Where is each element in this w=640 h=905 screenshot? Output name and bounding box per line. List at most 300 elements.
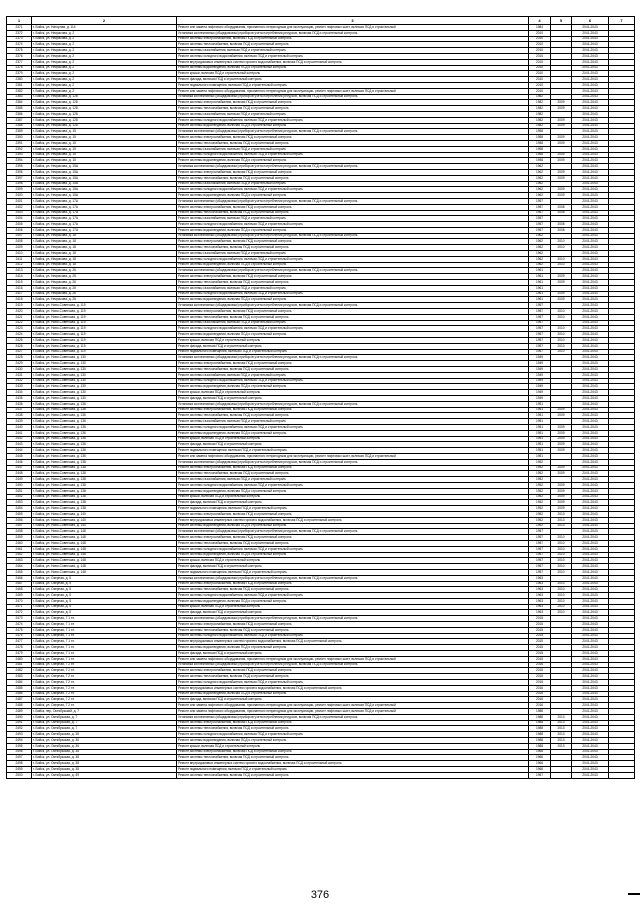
row-planned-period: 2041-2043 — [572, 633, 609, 639]
row-address: г. Бийск, ул. Некрасова, д. 2 — [32, 82, 177, 88]
row-work-type: Ремонт системы электроснабжения, включая ПСД и строительный контроль — [177, 581, 529, 587]
row-planned-period: 2041-2043 — [572, 222, 609, 228]
row-address: г. Бийск, ул. Озерная, 7 1 эт. — [32, 639, 177, 645]
row-number: 2488 — [7, 703, 32, 709]
row-work-type: Ремонт системы холодного водоснабжения, включая ПСД и строительный контроль — [177, 378, 529, 384]
row-address: г. Бийск, ул. Некрасова, д. 15А — [32, 175, 177, 181]
row-year-last-repair: 2009 — [551, 175, 572, 181]
row-year-built: 1957 — [529, 535, 551, 541]
row-work-type: Ремонт системы водоотведения, включая ПСД и строительный контроль — [177, 488, 529, 494]
row-address: г. Бийск, ул. Некрасова, д. 17А — [32, 227, 177, 233]
row-year-built: 2010 — [529, 82, 551, 88]
row-number: 2468 — [7, 587, 32, 593]
row-number: 2460 — [7, 540, 32, 546]
row-year-last-repair: 2010 — [551, 552, 572, 558]
row-address: г. Бийск, ул. Некрасова, д. 2 — [32, 65, 177, 71]
row-year-built: 1957 — [529, 529, 551, 535]
row-year-last-repair: 2010 — [551, 598, 572, 604]
row-planned-period: 2041-2043 — [572, 772, 609, 778]
row-number: 2377 — [7, 59, 32, 65]
row-planned-period: 2041-2043 — [572, 100, 609, 106]
row-number: 2375 — [7, 48, 32, 54]
row-planned-period: 2041-2043 — [572, 274, 609, 280]
row-address: г. Бийск, ул. Некрасова, д. 26 — [32, 280, 177, 286]
row-year-last-repair: 2009 — [551, 274, 572, 280]
row-number: 2391 — [7, 140, 32, 146]
row-year-built: 2010 — [529, 59, 551, 65]
table-row — [7, 772, 635, 778]
row-year-built: 1963 — [529, 604, 551, 610]
row-year-last-repair: 2010 — [551, 314, 572, 320]
row-address: г. Бийск, ул. Октябрьская, д. 38 — [32, 767, 177, 773]
row-work-type: Ремонт системы водоотведения, включая ПСД и строительный контроль — [177, 158, 529, 164]
row-work-type: Ремонт системы газоснабжения, включая ПСД и строительный контроль — [177, 216, 529, 222]
row-planned-period: 2041-2043 — [572, 158, 609, 164]
row-planned-period: 2041-2043 — [572, 482, 609, 488]
row-number: 2433 — [7, 384, 32, 390]
row-year-built: 1957 — [529, 314, 551, 320]
row-work-type: Ремонт фасада, включая ПСД и строительный контроль — [177, 396, 529, 402]
row-year-last-repair: 2009 — [551, 106, 572, 112]
row-address: г. Бийск, ул. Октябрьская, д. 38 — [32, 749, 177, 755]
row-year-last-repair: 2009 — [551, 123, 572, 129]
row-work-type: Ремонт крыши, включая ПСД и строительный контроль — [177, 390, 529, 396]
row-year-last-repair: 2009 — [551, 407, 572, 413]
row-year-built: 2016 — [529, 691, 551, 697]
row-address: г. Бийск, ул. Ново-Советская, д. 130 — [32, 372, 177, 378]
row-address: г. Бийск, ул. Ново-Советская, д. 136 — [32, 430, 177, 436]
row-number: 2469 — [7, 593, 32, 599]
row-work-type: Ремонт крыши, включая ПСД и строительный контроль — [177, 494, 529, 500]
row-number: 2463 — [7, 558, 32, 564]
row-work-type: Ремонт крыши, включая ПСД и строительный контроль — [177, 558, 529, 564]
row-number: 2387 — [7, 117, 32, 123]
row-year-last-repair: 2013 — [551, 726, 572, 732]
row-number: 2388 — [7, 123, 32, 129]
row-work-type: Ремонт системы электроснабжения, включая ПСД и строительный контроль — [177, 309, 529, 315]
row-year-last-repair: 2009 — [551, 448, 572, 454]
row-address: г. Бийск, ул. Озерная, 7 1 эт. — [32, 622, 177, 628]
row-planned-period: 2041-2043 — [572, 77, 609, 83]
row-planned-period: 2041-2043 — [572, 656, 609, 662]
register-sheet — [6, 16, 634, 779]
row-year-last-repair: 2009 — [551, 465, 572, 471]
row-planned-period: 2041-2043 — [572, 285, 609, 291]
row-year-last-repair: 2010 — [551, 604, 572, 610]
row-year-built: 1951 — [529, 401, 551, 407]
row-address: г. Бийск, ул. Октябрьская, д. 7 — [32, 720, 177, 726]
row-address: г. Бийск, ул. Озерная, 7 2 эт. — [32, 674, 177, 680]
row-work-type: Ремонт системы газоснабжения, включая ПСД и строительный контроль — [177, 181, 529, 187]
row-work-type: Ремонт внутридомовых инженерных систем горячего водоснабжения, включая ПСД и строительный контроль — [177, 59, 529, 65]
row-number: 2432 — [7, 378, 32, 384]
row-work-type: Ремонт системы водоотведения, включая ПСД и строительный контроль — [177, 552, 529, 558]
row-year-built: 1961 — [529, 291, 551, 297]
row-planned-period: 2041-2043 — [572, 546, 609, 552]
row-number: 2392 — [7, 146, 32, 152]
row-year-built: 1951 — [529, 448, 551, 454]
row-work-type: Ремонт системы водоотведения, включая ПСД и строительный контроль — [177, 123, 529, 129]
row-year-built: 1952 — [529, 459, 551, 465]
row-planned-period: 2041-2043 — [572, 71, 609, 77]
row-year-built: 1952 — [529, 523, 551, 529]
row-address: г. Бийск, ул. Ново-Советская, д. 136 — [32, 413, 177, 419]
row-number: 2437 — [7, 407, 32, 413]
row-number: 2405 — [7, 222, 32, 228]
row-planned-period: 2041-2043 — [572, 25, 609, 31]
row-number: 2376 — [7, 53, 32, 59]
row-address: г. Бийск, ул. Некрасова, д. 2 — [32, 30, 177, 36]
row-year-built: 1988 — [529, 732, 551, 738]
row-number: 2481 — [7, 662, 32, 668]
row-year-built: 1949 — [529, 390, 551, 396]
row-work-type: Ремонт системы электроснабжения, включая ПСД и строительный контроль — [177, 100, 529, 106]
row-number: 2407 — [7, 233, 32, 239]
row-work-type: Ремонт системы холодного водоснабжения, включая ПСД и строительный контроль — [177, 187, 529, 193]
row-planned-period: 2041-2043 — [572, 767, 609, 773]
row-address: г. Бийск, ул. Ново-Советская, д. 136 — [32, 419, 177, 425]
row-work-type: Ремонт системы электроснабжения, включая ПСД и строительный контроль — [177, 204, 529, 210]
row-year-built: 1962 — [529, 239, 551, 245]
row-planned-period: 2041-2043 — [572, 123, 609, 129]
row-number: 2428 — [7, 355, 32, 361]
row-planned-period: 2041-2043 — [572, 280, 609, 286]
row-number: 2382 — [7, 88, 32, 94]
row-address: г. Бийск, ул. Ново-Советская, д. 130 — [32, 384, 177, 390]
row-number: 2383 — [7, 94, 32, 100]
row-work-type: Ремонт системы электроснабжения, включая ПСД и строительный контроль — [177, 239, 529, 245]
row-planned-period: 2041-2043 — [572, 732, 609, 738]
row-year-last-repair: 2010 — [551, 558, 572, 564]
row-year-built: 1952 — [529, 477, 551, 483]
row-number: 2500 — [7, 772, 32, 778]
row-work-type: Ремонт системы теплоснабжения, включая ПСД и строительный контроль — [177, 471, 529, 477]
row-year-built: 1949 — [529, 396, 551, 402]
row-planned-period: 2041-2043 — [572, 645, 609, 651]
row-work-type: Ремонт внутридомовых инженерных систем горячего водоснабжения, включая ПСД и строительный контроль — [177, 639, 529, 645]
row-number: 2372 — [7, 30, 32, 36]
row-number: 2374 — [7, 42, 32, 48]
row-address: г. Бийск, ул. Ново-Советская, д. 119 — [32, 326, 177, 332]
row-work-type: Ремонт системы водоотведения, включая ПСД и строительный контроль — [177, 523, 529, 529]
row-work-type: Ремонт системы газоснабжения, включая ПСД и строительный контроль — [177, 111, 529, 117]
row-work-type: Ремонт системы теплоснабжения, включая ПСД и строительный контроль — [177, 367, 529, 373]
row-work-type: Ремонт системы теплоснабжения, включая ПСД и строительный контроль — [177, 540, 529, 546]
row-address: г. Бийск, ул. Ново-Советская, д. 136 — [32, 401, 177, 407]
row-year-built: 1957 — [529, 772, 551, 778]
row-number: 2487 — [7, 697, 32, 703]
row-year-last-repair: 2010 — [551, 610, 572, 616]
row-year-built: 1957 — [529, 569, 551, 575]
row-planned-period: 2041-2043 — [572, 53, 609, 59]
row-year-built: 1962 — [529, 169, 551, 175]
row-year-built: 1963 — [529, 587, 551, 593]
row-planned-period: 2041-2043 — [572, 245, 609, 251]
row-year-built: 2015 — [529, 627, 551, 633]
row-work-type: Ремонт крыши, включая ПСД и строительный контроль — [177, 338, 529, 344]
row-year-built: 1951 — [529, 419, 551, 425]
row-year-built: 1957 — [529, 210, 551, 216]
row-year-built: 1957 — [529, 540, 551, 546]
row-number: 2493 — [7, 732, 32, 738]
row-address: г. Бийск, ул. Некрасова, д. 2 — [32, 48, 177, 54]
row-planned-period: 2041-2043 — [572, 59, 609, 65]
row-year-built: 1952 — [529, 517, 551, 523]
row-year-built: 1961 — [529, 280, 551, 286]
row-number: 2423 — [7, 326, 32, 332]
row-work-type: Ремонт системы электроснабжения, включая ПСД и строительный контроль — [177, 361, 529, 367]
row-year-built: 1962 — [529, 164, 551, 170]
row-planned-period: 2041-2043 — [572, 436, 609, 442]
row-planned-period: 2041-2043 — [572, 581, 609, 587]
row-number: 2408 — [7, 239, 32, 245]
row-address: г. Бийск, ул. Некрасова, д. 2 — [32, 77, 177, 83]
row-address: г. Бийск, ул. Ново-Советская, д. 130 — [32, 367, 177, 373]
row-planned-period: 2041-2043 — [572, 152, 609, 158]
row-year-last-repair: 2009 — [551, 280, 572, 286]
row-address: г. Бийск, ул. Ново-Советская, д. 119 — [32, 349, 177, 355]
row-year-built: 2015 — [529, 651, 551, 657]
row-number: 2446 — [7, 459, 32, 465]
row-work-type: Ремонт крыши, включая ПСД и строительный контроль — [177, 71, 529, 77]
row-number: 2448 — [7, 471, 32, 477]
row-address: г. Бийск, ул. Озерная, 7 2 эт. — [32, 668, 177, 674]
row-number: 2399 — [7, 187, 32, 193]
row-address: г. Бийск, ул. Ново-Советская, д. 136 — [32, 453, 177, 459]
row-number: 2498 — [7, 761, 32, 767]
row-address: г. Бийск, ул. Ново-Советская, д. 119 — [32, 343, 177, 349]
row-address: г. Бийск, ул. Ново-Советская, д. 119 — [32, 314, 177, 320]
row-address: г. Бийск, ул. Некрасова, д. 2 — [32, 71, 177, 77]
row-address: г. Бийск, ул. Озерная, 7 1 эт. — [32, 616, 177, 622]
row-work-type: Ремонт системы холодного водоснабжения, включая ПСД и строительный контроль — [177, 546, 529, 552]
row-number: 2472 — [7, 610, 32, 616]
row-planned-period: 2041-2043 — [572, 233, 609, 239]
row-planned-period: 2041-2043 — [572, 94, 609, 100]
row-planned-period: 2041-2043 — [572, 135, 609, 141]
column-index: 6 — [572, 17, 609, 25]
row-number: 2427 — [7, 349, 32, 355]
row-work-type: Ремонт системы холодного водоснабжения, включая ПСД и строительный контроль — [177, 593, 529, 599]
row-year-built: 1957 — [529, 198, 551, 204]
row-year-built: 2016 — [529, 668, 551, 674]
row-year-built: 2015 — [529, 645, 551, 651]
row-planned-period: 2041-2043 — [572, 262, 609, 268]
row-planned-period: 2041-2043 — [572, 106, 609, 112]
row-number: 2385 — [7, 106, 32, 112]
row-work-type: Ремонт системы электроснабжения, включая ПСД и строительный контроль — [177, 465, 529, 471]
row-year-built: 1951 — [529, 430, 551, 436]
row-planned-period: 2041-2043 — [572, 488, 609, 494]
row-year-built: 1982 — [529, 94, 551, 100]
row-year-built: 1966 — [529, 755, 551, 761]
row-address: г. Бийск, ул. Ново-Советская, д. 119 — [32, 332, 177, 338]
row-year-built: 1962 — [529, 193, 551, 199]
row-planned-period: 2041-2043 — [572, 198, 609, 204]
row-work-type: Ремонт системы холодного водоснабжения, включая ПСД и строительный контроль — [177, 256, 529, 262]
row-number: 2474 — [7, 622, 32, 628]
row-work-type: Ремонт системы электроснабжения, включая ПСД и строительный контроль — [177, 407, 529, 413]
row-year-last-repair: 2009 — [551, 442, 572, 448]
row-number: 2440 — [7, 424, 32, 430]
row-address: г. Бийск, ул. Некрасова, д. 128 — [32, 106, 177, 112]
row-number: 2413 — [7, 268, 32, 274]
row-planned-period: 2041-2043 — [572, 181, 609, 187]
row-address: г. Бийск, ул. Ново-Советская, д. 138 — [32, 465, 177, 471]
row-address: г. Бийск, ул. Ново-Советская, д. 138 — [32, 471, 177, 477]
row-work-type: Ремонт системы теплоснабжения, включая ПСД и строительный контроль — [177, 772, 529, 778]
row-planned-period: 2041-2043 — [572, 378, 609, 384]
row-work-type: Ремонт системы теплоснабжения, включая ПСД и строительный контроль — [177, 314, 529, 320]
row-year-built: 1952 — [529, 500, 551, 506]
row-work-type: Ремонт системы газоснабжения, включая ПСД и строительный контроль — [177, 372, 529, 378]
row-year-built: 1963 — [529, 581, 551, 587]
row-number: 2390 — [7, 135, 32, 141]
row-number: 2453 — [7, 500, 32, 506]
row-address: г. Бийск, ул. Ново-Советская, д. 148 — [32, 552, 177, 558]
row-number: 2492 — [7, 726, 32, 732]
row-work-type: Установка коллективных (общедомовых) приборов учета потребления ресурсов, включая ПСД и строительный контроль — [177, 30, 529, 36]
row-number: 2394 — [7, 158, 32, 164]
row-planned-period: 2041-2043 — [572, 175, 609, 181]
row-planned-period: 2041-2043 — [572, 738, 609, 744]
row-year-built: 2016 — [529, 703, 551, 709]
row-planned-period: 2041-2043 — [572, 169, 609, 175]
row-address: г. Бийск, ул. Ново-Советская, д. 119 — [32, 338, 177, 344]
row-planned-period: 2041-2043 — [572, 320, 609, 326]
row-planned-period: 2041-2043 — [572, 639, 609, 645]
row-planned-period: 2041-2043 — [572, 193, 609, 199]
row-number: 2449 — [7, 477, 32, 483]
row-planned-period: 2041-2043 — [572, 755, 609, 761]
row-year-built: 1951 — [529, 407, 551, 413]
row-address: г. Бийск, ул. Ново-Советская, д. 148 — [32, 558, 177, 564]
row-work-type: Ремонт подвального помещения, включая ПСД и строительный контроль — [177, 82, 529, 88]
row-number: 2421 — [7, 314, 32, 320]
row-year-built: 1957 — [529, 564, 551, 570]
row-year-built: 1952 — [529, 482, 551, 488]
row-year-built: 1958 — [529, 140, 551, 146]
row-year-built: 1957 — [529, 309, 551, 315]
row-planned-period: 2041-2043 — [572, 216, 609, 222]
row-number: 2404 — [7, 216, 32, 222]
row-address: г. Бийск, ул. Озерная, 7 1 эт. — [32, 651, 177, 657]
row-address: г. Бийск, ул. Ново-Советская, д. 148 — [32, 564, 177, 570]
row-year-built: 1957 — [529, 204, 551, 210]
row-address: г. Бийск, ул. Ново-Советская, д. 140 — [32, 517, 177, 523]
row-planned-period: 2041-2043 — [572, 204, 609, 210]
row-planned-period: 2041-2043 — [572, 587, 609, 593]
row-year-last-repair: 2009 — [551, 430, 572, 436]
row-year-last-repair: 2009 — [551, 193, 572, 199]
row-planned-period: 2041-2043 — [572, 680, 609, 686]
row-work-type: Ремонт подвального помещения, включая ПСД и строительный контроль — [177, 349, 529, 355]
row-work-type: Ремонт системы холодного водоснабжения, включая ПСД и строительный контроль — [177, 222, 529, 228]
row-year-last-repair: 2013 — [551, 738, 572, 744]
row-number: 2396 — [7, 169, 32, 175]
row-work-type: Ремонт системы газоснабжения, включая ПСД и строительный контроль — [177, 251, 529, 257]
row-year-built: 1988 — [529, 709, 551, 715]
row-number: 2450 — [7, 482, 32, 488]
row-address: г. Бийск, ул. Озерная, д. 5 — [32, 604, 177, 610]
row-address: г. Бийск, ул. Некрасова, д. 26 — [32, 268, 177, 274]
row-work-type: Ремонт системы водоотведения, включая ПСД и строительный контроль — [177, 262, 529, 268]
row-year-last-repair: 2009 — [551, 152, 572, 158]
row-number: 2484 — [7, 680, 32, 686]
row-year-last-repair: 2009 — [551, 482, 572, 488]
row-year-built: 1984 — [529, 25, 551, 31]
row-work-type: Ремонт фасада, включая ПСД и строительный контроль — [177, 651, 529, 657]
row-year-last-repair: 2009 — [551, 424, 572, 430]
row-planned-period: 2041-2043 — [572, 424, 609, 430]
row-year-built: 1958 — [529, 152, 551, 158]
row-planned-period: 2041-2043 — [572, 187, 609, 193]
row-planned-period: 2041-2043 — [572, 511, 609, 517]
row-planned-period: 2041-2043 — [572, 332, 609, 338]
row-address: г. Бийск, ул. Ново-Советская, д. 148 — [32, 546, 177, 552]
page-number: 376 — [310, 889, 330, 901]
row-address: г. Бийск, ул. Озерная, 7 2 эт. — [32, 697, 177, 703]
row-year-built: 1951 — [529, 453, 551, 459]
row-year-last-repair: 2009 — [551, 297, 572, 303]
row-planned-period: 2041-2043 — [572, 453, 609, 459]
row-number: 2467 — [7, 581, 32, 587]
row-planned-period: 2041-2043 — [572, 703, 609, 709]
row-address: г. Бийск, ул. Некрасова, д. 15А — [32, 164, 177, 170]
row-number: 2479 — [7, 651, 32, 657]
row-address: г. Бийск, ул. Ново-Советская, д. 136 — [32, 442, 177, 448]
row-work-type: Ремонт системы электроснабжения, включая ПСД и строительный контроль — [177, 668, 529, 674]
row-work-type: Ремонт внутридомовых инженерных систем горячего водоснабжения, включая ПСД и строительный контроль — [177, 517, 529, 523]
column-number-row — [7, 17, 635, 25]
row-planned-period: 2041-2043 — [572, 697, 609, 703]
row-address: г. Бийск, ул. Ново-Советская, д. 119 — [32, 303, 177, 309]
row-planned-period: 2041-2043 — [572, 407, 609, 413]
row-work-type: Ремонт системы электроснабжения, включая ПСД и строительный контроль — [177, 169, 529, 175]
row-number: 2381 — [7, 82, 32, 88]
row-number: 2470 — [7, 598, 32, 604]
row-work-type: Ремонт системы газоснабжения, включая ПСД и строительный контроль — [177, 285, 529, 291]
row-number: 2457 — [7, 523, 32, 529]
row-number: 2451 — [7, 488, 32, 494]
row-address: г. Бийск, ул. Некрасова, д. 2 — [32, 36, 177, 42]
row-address: г. Бийск, ул. Некрасова, д. 15 — [32, 158, 177, 164]
row-work-type: Ремонт подвального помещения, включая ПСД и строительный контроль — [177, 569, 529, 575]
row-year-built: 1949 — [529, 378, 551, 384]
row-address: г. Бийск, ул. Некрасова, д. 18 — [32, 262, 177, 268]
row-address: г. Бийск, ул. Ново-Советская, д. 136 — [32, 436, 177, 442]
row-work-type: Ремонт системы холодного водоснабжения, включая ПСД и строительный контроль — [177, 326, 529, 332]
row-work-type: Установка коллективных (общедомовых) приборов учета потребления ресурсов, включая ПСД и строительный контроль — [177, 459, 529, 465]
row-work-type: Установка коллективных (общедомовых) приборов учета потребления ресурсов, включая ПСД и строительный контроль — [177, 662, 529, 668]
row-planned-period: 2041-2043 — [572, 401, 609, 407]
row-number: 2494 — [7, 738, 32, 744]
row-year-built: 1962 — [529, 175, 551, 181]
row-year-built: 1949 — [529, 355, 551, 361]
row-planned-period: 2041-2043 — [572, 517, 609, 523]
row-year-last-repair: 2008 — [551, 210, 572, 216]
row-year-last-repair: 2009 — [551, 494, 572, 500]
row-planned-period: 2041-2043 — [572, 146, 609, 152]
column-index: 5 — [551, 17, 572, 25]
row-number: 2380 — [7, 77, 32, 83]
row-year-last-repair: 2010 — [551, 256, 572, 262]
row-planned-period: 2041-2043 — [572, 552, 609, 558]
row-year-last-repair: 2013 — [551, 732, 572, 738]
row-address: г. Бийск, ул. Октябрьская, д. 49 — [32, 772, 177, 778]
row-work-type: Ремонт системы теплоснабжения, включая ПСД и строительный контроль — [177, 175, 529, 181]
row-address: г. Бийск, ул. Озерная, 7 2 эт. — [32, 703, 177, 709]
